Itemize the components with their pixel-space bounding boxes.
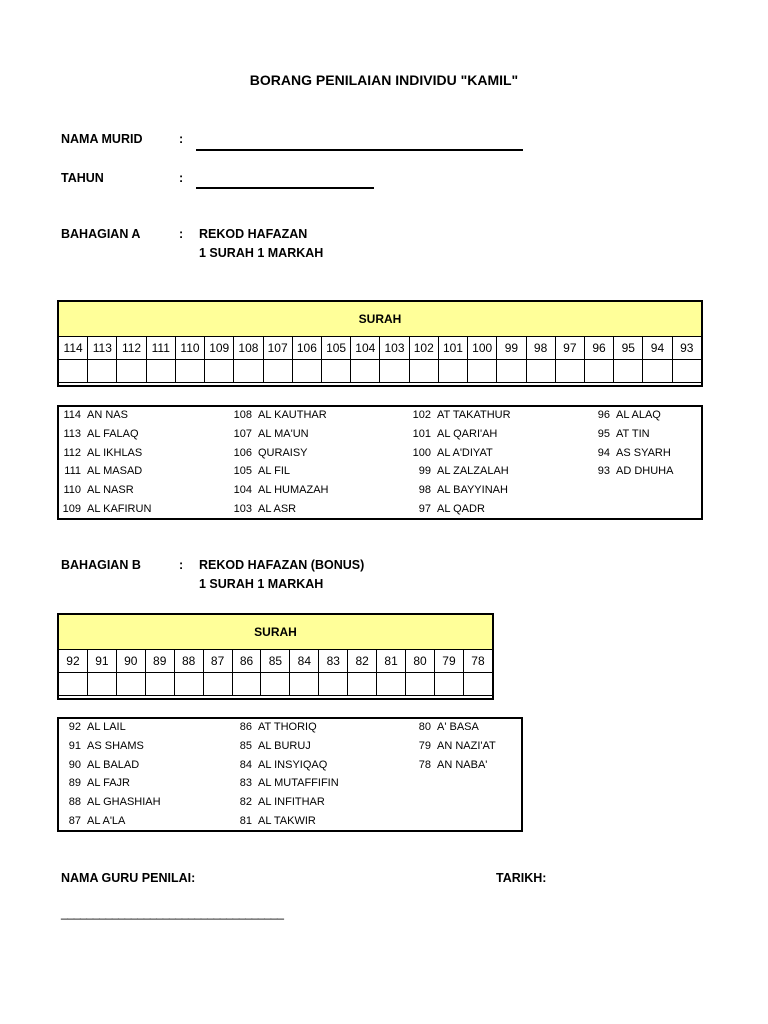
list-item [409,481,511,500]
surah-number-cell: 97 [555,337,584,360]
surah-list-column [59,406,151,519]
mark-cell[interactable] [232,673,261,696]
surah-number: 105 [233,465,252,478]
list-item [230,793,339,812]
list-item [230,718,339,737]
surah-name: AL BAYYINAH [437,484,508,497]
surah-name: AT TIN [616,427,650,440]
tahun-label: TAHUN [61,171,104,185]
surah-number: 95 [597,427,610,440]
surah-name: AL ASR [258,502,297,515]
mark-cell[interactable] [348,673,377,696]
surah-name: AL FAJR [87,777,130,790]
mark-cell[interactable] [261,673,290,696]
surah-number-cell: 91 [87,650,116,673]
list-item [409,737,496,756]
section-b-subheading: 1 SURAH 1 MARKAH [199,577,324,591]
surah-number-cell: 86 [232,650,261,673]
mark-cell[interactable] [377,673,406,696]
surah-name: AN NABA' [437,758,488,771]
surah-number-cell: 109 [205,337,234,360]
list-item [59,500,151,519]
surah-number-cell: 98 [526,337,555,360]
list-item [59,425,151,444]
surah-list-column [230,718,339,831]
nama-murid-line[interactable] [196,149,523,151]
surah-list-a [57,405,703,520]
surah-name: AL QARI'AH [437,427,498,440]
surah-number-cell: 103 [380,337,409,360]
list-item [230,481,329,500]
surah-name: AN NAZI'AT [437,739,496,752]
list-item [230,406,329,425]
list-item [59,406,151,425]
surah-number: 79 [418,739,431,752]
mark-cell[interactable] [497,360,526,383]
mark-cell[interactable] [59,673,88,696]
mark-cell[interactable] [672,360,701,383]
list-item [588,444,673,463]
nama-murid-colon: : [179,132,184,146]
surah-number: 97 [418,502,431,515]
surah-number-cell: 81 [377,650,406,673]
surah-name: AL FALAQ [87,427,139,440]
surah-number-cell: 111 [146,337,175,360]
surah-number-cell: 94 [643,337,672,360]
surah-number: 100 [412,446,431,459]
surah-number: 78 [418,758,431,771]
surah-number-cell: 80 [406,650,435,673]
surah-name: AL MUTAFFIFIN [258,777,339,790]
surah-name: AS SHAMS [87,739,144,752]
tahun-colon: : [179,171,184,185]
surah-number-cell: 114 [59,337,88,360]
surah-number: 106 [233,446,252,459]
surah-number-cell: 83 [319,650,348,673]
surah-number: 91 [68,739,81,752]
nama-murid-label: NAMA MURID [61,132,143,146]
surah-number: 86 [239,721,252,733]
mark-cell[interactable] [175,360,204,383]
surah-number-cell: 89 [145,650,174,673]
list-item [59,481,151,500]
surah-number: 114 [63,409,81,421]
mark-cell[interactable] [174,673,203,696]
surah-name: AL LAIL [87,721,126,733]
list-item [230,812,339,831]
surah-table-header: SURAH [59,302,702,337]
list-item [230,462,329,481]
mark-cell[interactable] [555,360,584,383]
mark-cell[interactable] [468,360,497,383]
mark-cell[interactable] [203,673,232,696]
surah-number: 98 [418,484,431,497]
surah-list-column [409,406,511,519]
section-b-colon: : [179,558,184,572]
surah-name: AL BALAD [87,758,140,771]
section-b-label: BAHAGIAN B [61,558,141,572]
surah-name: AL A'DIYAT [437,446,493,459]
mark-cell[interactable] [434,673,463,696]
surah-list-column [230,406,329,519]
surah-name: A' BASA [437,721,479,733]
surah-name: AL INFITHAR [258,796,325,809]
surah-number: 94 [597,446,610,459]
surah-number: 99 [418,465,431,478]
surah-name: AL INSYIQAQ [258,758,328,771]
guru-penilai-label: NAMA GURU PENILAI: [61,871,196,885]
mark-cell[interactable] [88,360,117,383]
surah-number-cell: 79 [434,650,463,673]
surah-number-cell: 84 [290,650,319,673]
surah-number: 80 [418,721,431,733]
surah-number: 84 [239,758,252,771]
surah-number-cell: 102 [409,337,438,360]
list-item [59,718,161,737]
surah-list-column [59,718,161,831]
surah-number-cell: 108 [234,337,263,360]
surah-list-column [409,718,496,774]
section-a-subheading: 1 SURAH 1 MARKAH [199,246,324,260]
mark-cell[interactable] [290,673,319,696]
surah-name: AL GHASHIAH [87,796,161,809]
mark-cell[interactable] [87,673,116,696]
surah-number: 90 [68,758,81,771]
surah-list-column [588,406,673,481]
surah-number-cell: 96 [584,337,613,360]
list-item [409,406,511,425]
surah-name: AL A'LA [87,814,126,827]
surah-number-cell: 88 [174,650,203,673]
surah-number: 107 [233,427,252,440]
surah-number-cell: 107 [263,337,292,360]
signature-line[interactable]: ___________________________________ [61,906,284,920]
surah-name: AD DHUHA [616,465,674,478]
mark-cell[interactable] [463,673,492,696]
list-item [230,756,339,775]
mark-cell[interactable] [643,360,672,383]
list-item [409,444,511,463]
mark-cell[interactable] [409,360,438,383]
list-item [409,425,511,444]
list-item [59,793,161,812]
surah-number: 82 [239,796,252,809]
surah-number: 89 [68,777,81,790]
mark-cell[interactable] [117,360,146,383]
surah-name: AL NASR [87,484,134,497]
mark-cell[interactable] [292,360,321,383]
surah-name: AN NAS [87,409,128,421]
surah-name: AL QADR [437,502,485,515]
mark-cell[interactable] [234,360,263,383]
surah-number: 85 [239,739,252,752]
surah-number: 93 [597,465,610,478]
surah-table-a [58,301,702,383]
surah-list-b [57,717,523,832]
list-item [59,774,161,793]
mark-cell[interactable] [614,360,643,383]
mark-cell[interactable] [351,360,380,383]
surah-name: AL IKHLAS [87,446,143,459]
list-item [409,500,511,519]
surah-table-b [58,614,493,696]
surah-number: 101 [412,427,431,440]
section-a-label: BAHAGIAN A [61,227,141,241]
surah-number-cell: 105 [321,337,350,360]
mark-cell[interactable] [380,360,409,383]
tahun-line[interactable] [196,187,374,189]
surah-number: 104 [233,484,252,497]
surah-name: QURAISY [258,446,308,459]
surah-name: AL FIL [258,465,290,478]
surah-number-cell: 104 [351,337,380,360]
list-item [59,737,161,756]
surah-number-cell: 90 [116,650,145,673]
surah-number-cell: 106 [292,337,321,360]
list-item [409,718,496,737]
surah-number-cell: 100 [468,337,497,360]
surah-number: 110 [63,484,81,497]
mark-cell[interactable] [321,360,350,383]
surah-number-cell: 82 [348,650,377,673]
surah-number-cell: 101 [438,337,467,360]
surah-name: AL KAUTHAR [258,409,327,421]
surah-number: 113 [63,427,81,440]
list-item [59,812,161,831]
list-item [230,737,339,756]
surah-number: 83 [239,777,252,790]
surah-name: AL TAKWIR [258,814,316,827]
list-item [409,756,496,775]
surah-table-header: SURAH [59,615,493,650]
mark-cell[interactable] [319,673,348,696]
list-item [588,425,673,444]
tarikh-label: TARIKH: [496,871,547,885]
surah-name: AL KAFIRUN [87,502,152,515]
page-title: BORANG PENILAIAN INDIVIDU "KAMIL" [249,72,519,88]
list-item [588,406,673,425]
surah-number-cell: 87 [203,650,232,673]
surah-number: 102 [412,409,431,421]
surah-number: 108 [233,409,252,421]
list-item [230,500,329,519]
mark-cell[interactable] [116,673,145,696]
surah-name: AL HUMAZAH [258,484,329,497]
surah-name: AL MASAD [87,465,143,478]
surah-number-cell: 110 [175,337,204,360]
list-item [59,444,151,463]
list-item [409,462,511,481]
mark-cell[interactable] [59,360,88,383]
mark-cell[interactable] [205,360,234,383]
surah-number: 112 [63,446,81,459]
mark-cell[interactable] [146,360,175,383]
mark-cell[interactable] [145,673,174,696]
mark-cell[interactable] [584,360,613,383]
surah-name: AT TAKATHUR [437,409,511,421]
mark-cell[interactable] [406,673,435,696]
list-item [230,774,339,793]
surah-number: 81 [239,814,252,827]
list-item [59,756,161,775]
surah-number-cell: 112 [117,337,146,360]
surah-name: AS SYARH [616,446,671,459]
surah-number: 88 [68,796,81,809]
list-item [59,462,151,481]
surah-number: 103 [233,502,252,515]
surah-number: 109 [62,502,81,515]
mark-cell[interactable] [263,360,292,383]
surah-number: 92 [68,721,81,733]
list-item [230,444,329,463]
mark-cell[interactable] [438,360,467,383]
mark-cell[interactable] [526,360,555,383]
section-a-colon: : [179,227,184,241]
surah-number-cell: 99 [497,337,526,360]
surah-number: 87 [68,814,81,827]
section-a-heading: REKOD HAFAZAN [199,227,308,241]
surah-name: AL ALAQ [616,409,661,421]
surah-number: 96 [597,409,610,421]
surah-number-cell: 93 [672,337,701,360]
surah-name: AL MA'UN [258,427,309,440]
list-item [588,462,673,481]
surah-number-cell: 78 [463,650,492,673]
surah-number: 111 [64,465,81,478]
list-item [230,425,329,444]
section-b-heading: REKOD HAFAZAN (BONUS) [199,558,365,572]
surah-number-cell: 113 [88,337,117,360]
surah-name: AL ZALZALAH [437,465,509,478]
surah-number-cell: 85 [261,650,290,673]
surah-number-cell: 95 [614,337,643,360]
surah-number-cell: 92 [59,650,88,673]
surah-name: AL BURUJ [258,739,311,752]
surah-name: AT THORIQ [258,721,317,733]
